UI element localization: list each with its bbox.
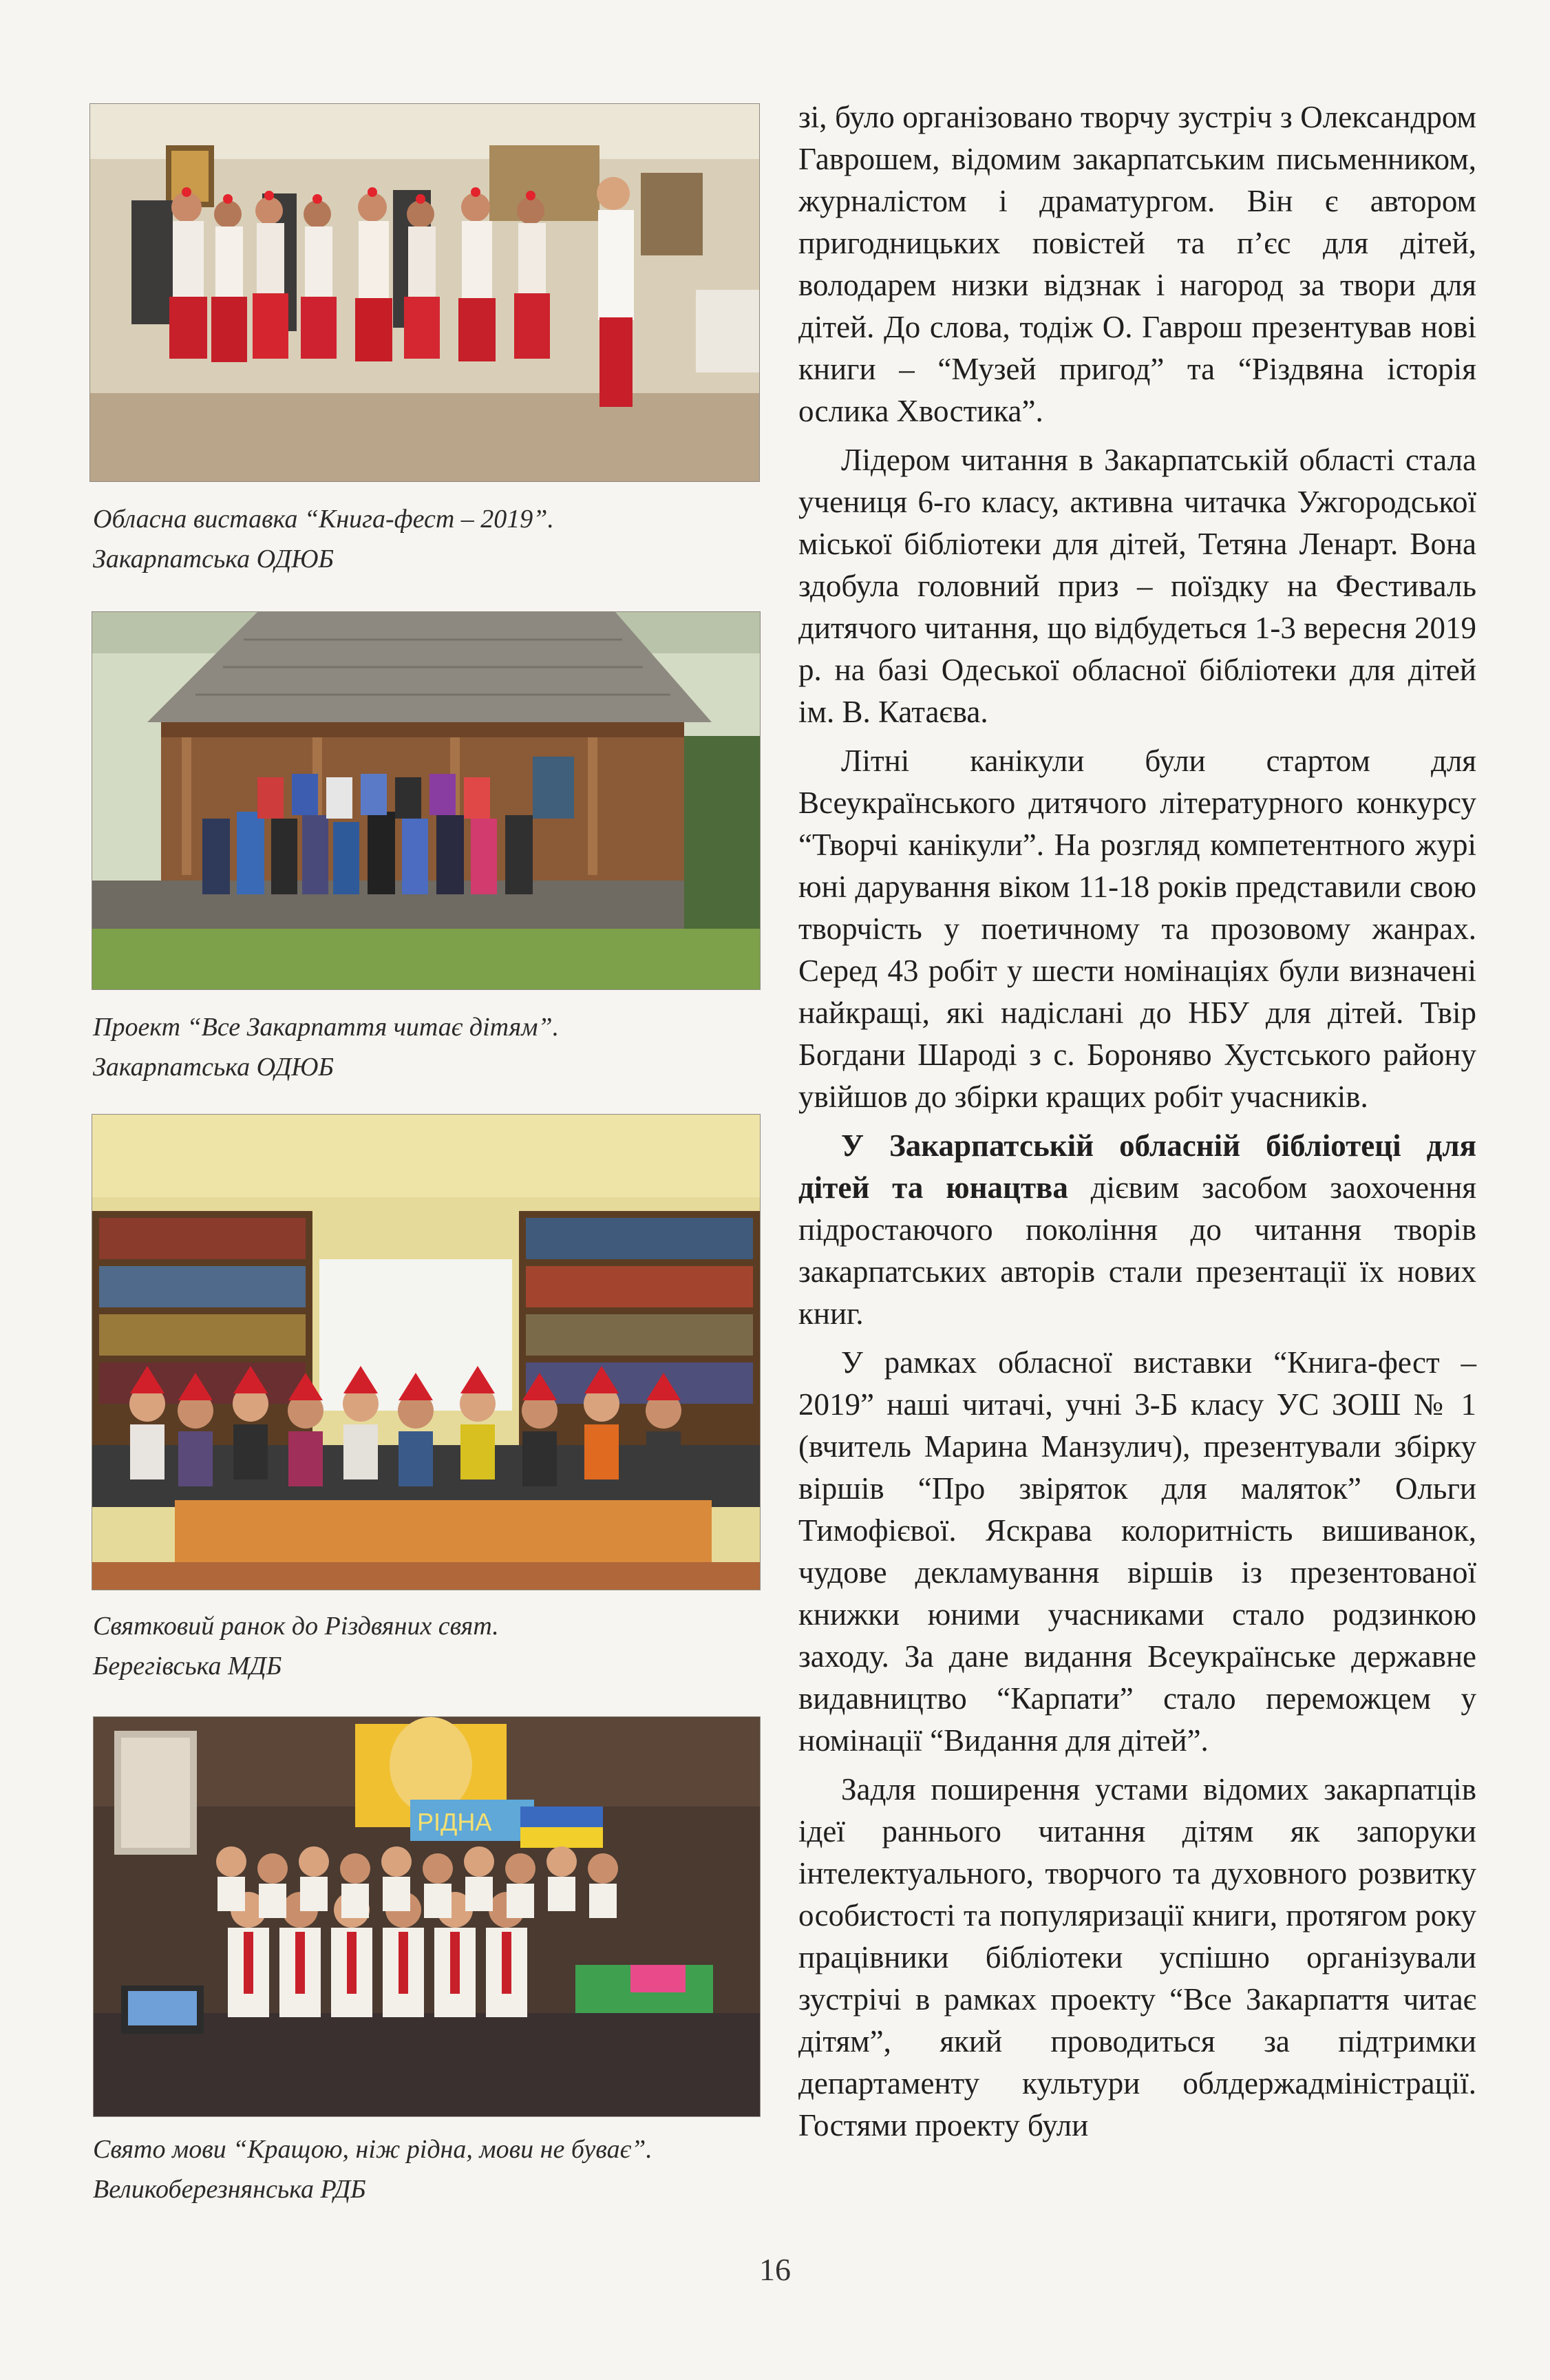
caption-1-line-2: Закарпатська ОДЮБ — [93, 545, 334, 573]
article-paragraph-6: Задля поширення устами відомих закарпатців ідеї раннього читання дітям як запоруки інтелектуального, творчого та духовного розвитку особистості та популяризації книги, протягом року працівники бібліотеки успішно організували зустрічі в рамках проекту “Все Закарпаття читає дітям”, який проводиться за підтримки департаменту культури облдержадміністрації. Гостями проекту були — [798, 1772, 1476, 2142]
photo-exhibition-group — [89, 103, 760, 482]
page-number: 16 — [759, 2252, 791, 2287]
photo-caption-2 — [93, 1007, 733, 1087]
article-paragraph-5: У рамках обласної виставки “Книга-фест – 2019” наші читачі, учні 3-Б класу УС ЗОШ № 1 (вчитель Марина Манзулич), презентували збірку віршів “Про звіряток для маляток” Ольги Тимофієвої. Яскрава колоритність вишиванок, чудове декламування віршів із презентованої книжки юними учасниками стало родзинкою заходу. За дане видання Всеукраїнське державне видавництво “Карпати” стало переможцем у номінації “Видання для дітей”. — [798, 1345, 1476, 1758]
caption-4-line-1: Свято мови “Кращою, ніж рідна, мови не буває”. — [93, 2135, 652, 2164]
article-paragraph-4-rest: дієвим засобом заохочення підростаючого покоління до читання творів закарпатських авторів стали презентації їх нових книг. — [798, 1170, 1476, 1331]
photo-caption-1 — [93, 499, 733, 579]
caption-3-line-1: Святковий ранок до Різдвяних свят. — [93, 1612, 499, 1641]
caption-2-line-2: Закарпатська ОДЮБ — [93, 1053, 334, 1082]
caption-3-line-2: Берегівська МДБ — [93, 1652, 282, 1681]
sign-rіdna: РІДНА — [417, 1808, 492, 1836]
article-paragraph-3: Літні канікули були стартом для Всеукраїнського дитячого літературного конкурсу “Творчі канікули”. На розгляд компетентного журі юні дарування віком 11-18 років представили свою творчість у поетичному та прозовому жанрах. Серед 43 робіт у шести номінаціях були визначені найкращі, які надіслані до НБУ для дітей. Твір Богдани Шароді з с. Бороняво Хустського району увійшов до збірки кращих робіт учасників. — [798, 744, 1476, 1114]
article-paragraph-2: Лідером читання в Закарпатській області стала учениця 6-го класу, активна читачка Ужгородської міської бібліотеки для дітей, Тетяна Ленарт. Вона здобула головний приз – поїздку на Фестиваль дитячого читання, що відбудеться 1-3 вересня 2019 р. на базі Одеської обласної бібліотеки для дітей ім. В. Катаєва. — [798, 443, 1476, 729]
article-paragraph-1: зі, було організовано творчу зустріч з Олександром Гаврошем, відомим закарпатським письменником, журналістом і драматургом. Він є автором пригодницьких повістей та п’єс для дітей, володарем низки відзнак і нагород за твори для дітей. До слова, тодіж О. Гаврош презентував нові книги – “Музей пригод” та “Різдвяна історія ослика Хвостика”. — [798, 100, 1476, 428]
photo-library-christmas — [92, 1114, 761, 1590]
caption-2-line-1: Проект “Все Закарпаття читає дітям”. — [93, 1013, 560, 1042]
caption-1-line-1: Обласна виставка “Книга-фест – 2019”. — [93, 505, 554, 534]
photo-caption-3 — [93, 1606, 733, 1686]
photo-wooden-house — [92, 611, 761, 990]
photo-caption-4 — [93, 2129, 733, 2209]
photo-language-day — [93, 1716, 761, 2117]
article-text — [798, 96, 1476, 2153]
article-paragraph-4 — [798, 1125, 1476, 1335]
caption-4-line-2: Великоберезнянська РДБ — [93, 2175, 366, 2204]
highlighted-library-name: У Закарпатській обласній бібліотеці для дітей та юнацтва — [798, 1128, 1476, 1205]
